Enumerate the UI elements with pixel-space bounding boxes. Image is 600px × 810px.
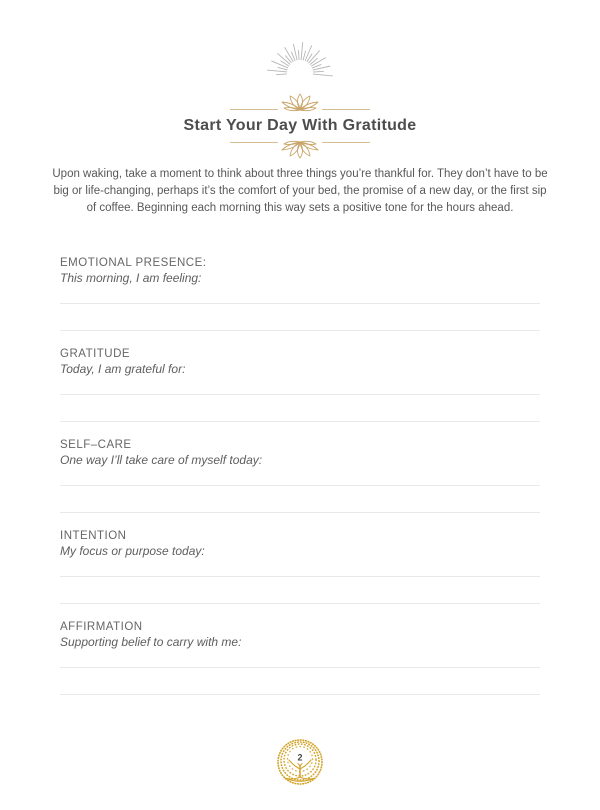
section-prompt: My focus or purpose today: [60, 544, 205, 558]
section-label: GRATITUDE [60, 348, 131, 360]
sunrise-rays-icon [260, 33, 340, 77]
section-affirmation [60, 620, 540, 695]
write-line [60, 394, 540, 395]
write-line [60, 330, 540, 331]
gold-rule-right [322, 109, 370, 110]
section-prompt: This morning, I am feeling: [60, 271, 202, 285]
section-prompt: Supporting belief to carry with me: [60, 635, 242, 649]
page-title: Start Your Day With Gratitude [183, 117, 417, 134]
lotus-flower-icon [280, 93, 320, 115]
write-line [60, 576, 540, 577]
write-line [60, 512, 540, 513]
write-line [60, 694, 540, 695]
intro-paragraph: Upon waking, take a moment to think about three things you’re thankful for. They don’t have to be big or life-changing, perhaps it’s the comfort of your bed, the promise of a new day, or the first sip of coffee. Beginning each morning this way sets a positive tone for the hours ahead. [52, 168, 548, 214]
section-label: EMOTIONAL PRESENCE: [60, 257, 207, 269]
gold-rule-left [230, 142, 278, 143]
write-line [60, 303, 540, 304]
section-gratitude [60, 347, 540, 422]
section-emotional-presence [60, 256, 540, 331]
lotus-flower-icon [280, 137, 320, 159]
tree-of-life-icon [274, 736, 326, 788]
journal-page [0, 33, 600, 810]
write-line [60, 603, 540, 604]
ornament-top [200, 93, 400, 115]
section-prompt: One way I’ll take care of myself today: [60, 453, 263, 467]
section-label: INTENTION [60, 530, 127, 542]
gold-rule-right [322, 142, 370, 143]
section-label: AFFIRMATION [60, 621, 143, 633]
ornament-bottom [200, 137, 400, 159]
title-block [0, 93, 600, 159]
write-line [60, 667, 540, 668]
section-self-care [60, 438, 540, 513]
section-prompt: Today, I am grateful for: [60, 362, 186, 376]
gold-rule-left [230, 109, 278, 110]
page-number: 2 [297, 752, 303, 763]
section-intention [60, 529, 540, 604]
section-label: SELF–CARE [60, 439, 132, 451]
write-line [60, 485, 540, 486]
write-line [60, 421, 540, 422]
prompt-sections [0, 256, 600, 695]
